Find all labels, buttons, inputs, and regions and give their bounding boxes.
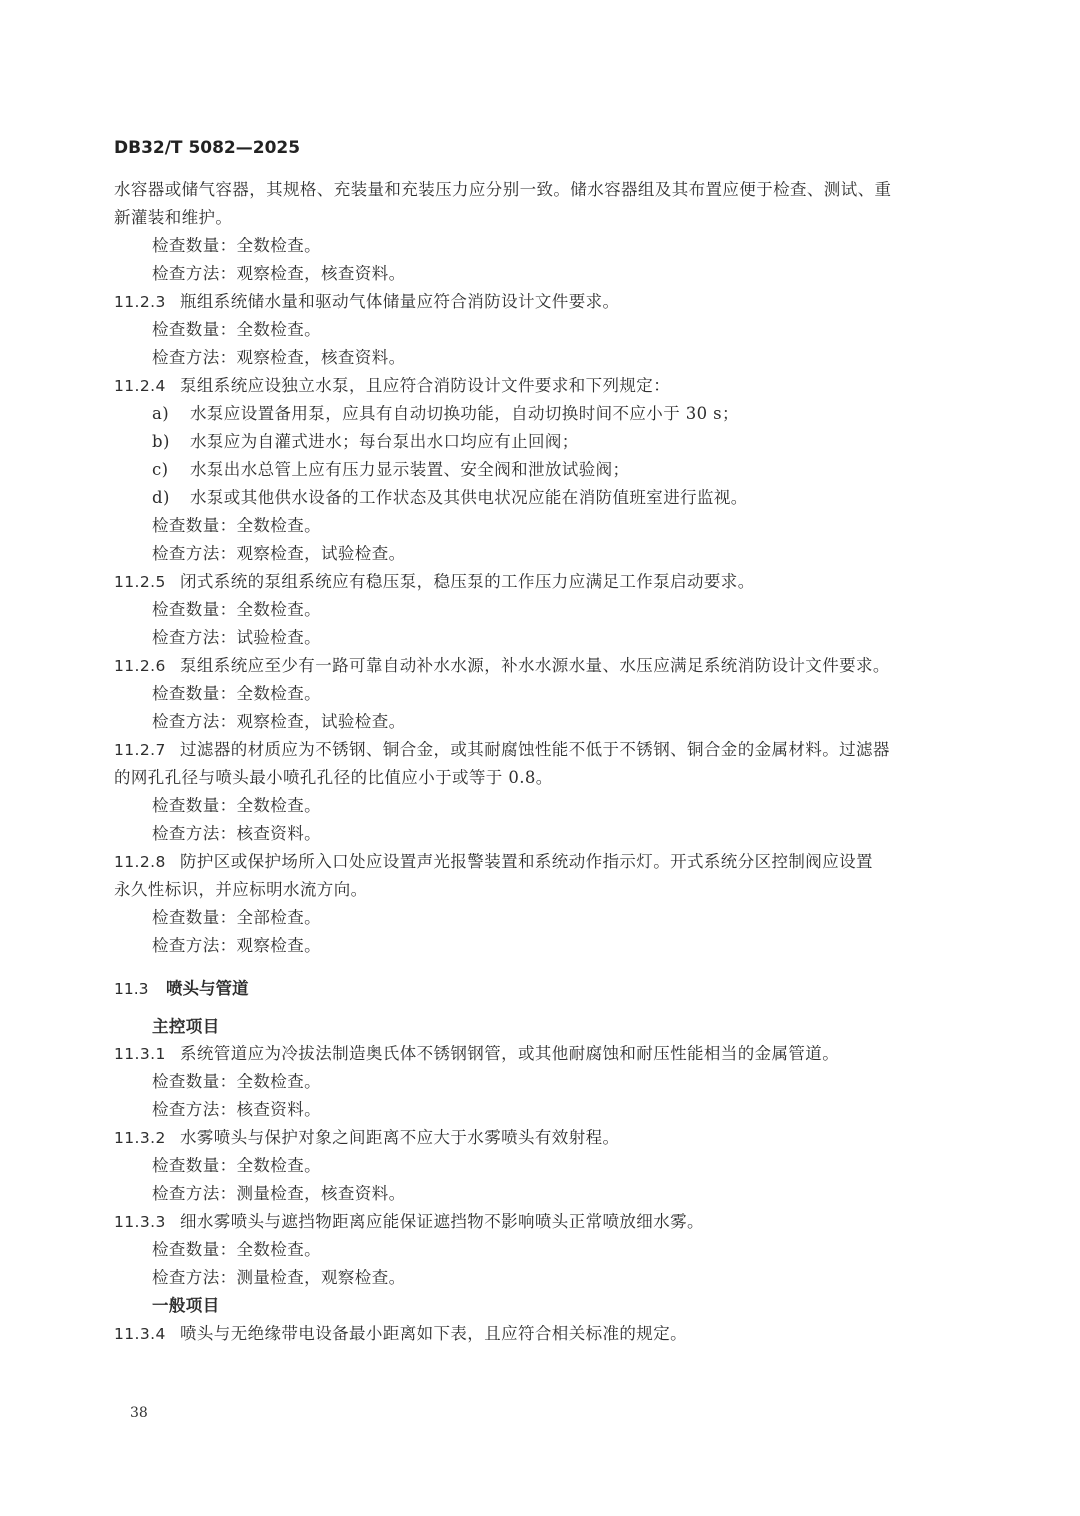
clause-text: 过滤器的材质应为不锈钢、铜合金，或其耐腐蚀性能不低于不锈钢、铜合金的金属材料。过滤器 bbox=[180, 740, 890, 759]
inspection-quantity: 检查数量：全数检查。 bbox=[152, 1156, 321, 1175]
clause-number: 11.2.5 bbox=[114, 573, 166, 591]
inspection-quantity: 检查数量：全数检查。 bbox=[152, 320, 321, 339]
general-items-heading: 一般项目 bbox=[152, 1296, 220, 1315]
standard-code-header: DB32/T 5082—2025 bbox=[114, 138, 301, 158]
clause-11-2-7 bbox=[114, 739, 890, 761]
list-marker: c) bbox=[152, 460, 169, 479]
clause-number: 11.2.8 bbox=[114, 853, 166, 871]
clause-11-3-4 bbox=[114, 1323, 687, 1345]
list-text: 水泵或其他供水设备的工作状态及其供电状况应能在消防值班室进行监视。 bbox=[190, 488, 748, 507]
section-heading-11-3 bbox=[114, 975, 249, 999]
clause-number: 11.2.7 bbox=[114, 741, 166, 759]
inspection-quantity: 检查数量：全数检查。 bbox=[152, 796, 321, 815]
clause-11-2-8 bbox=[114, 851, 873, 873]
paragraph-line: 永久性标识，并应标明水流方向。 bbox=[114, 880, 368, 899]
inspection-method: 检查方法：观察检查，核查资料。 bbox=[152, 264, 406, 283]
paragraph-line: 水容器或储气容器，其规格、充装量和充装压力应分别一致。储水容器组及其布置应便于检查、测试、重 bbox=[114, 180, 892, 199]
clause-number: 11.3.1 bbox=[114, 1045, 166, 1063]
inspection-quantity: 检查数量：全数检查。 bbox=[152, 516, 321, 535]
clause-number: 11.3.2 bbox=[114, 1129, 166, 1147]
clause-text: 喷头与无绝缘带电设备最小距离如下表，且应符合相关标准的规定。 bbox=[180, 1324, 687, 1343]
section-number: 11.3 bbox=[114, 980, 149, 998]
inspection-quantity: 检查数量：全部检查。 bbox=[152, 908, 321, 927]
inspection-quantity: 检查数量：全数检查。 bbox=[152, 1072, 321, 1091]
inspection-method: 检查方法：观察检查，核查资料。 bbox=[152, 348, 406, 367]
inspection-quantity: 检查数量：全数检查。 bbox=[152, 236, 321, 255]
main-items-heading: 主控项目 bbox=[152, 1017, 220, 1036]
clause-11-2-3 bbox=[114, 291, 619, 313]
paragraph-line: 的网孔孔径与喷头最小喷孔孔径的比值应小于或等于 0.8。 bbox=[114, 768, 553, 787]
inspection-quantity: 检查数量：全数检查。 bbox=[152, 684, 321, 703]
inspection-method: 检查方法：核查资料。 bbox=[152, 824, 321, 843]
clause-number: 11.2.4 bbox=[114, 377, 166, 395]
clause-11-3-2 bbox=[114, 1127, 619, 1149]
list-item-c bbox=[152, 459, 629, 481]
list-marker: a) bbox=[152, 404, 170, 423]
inspection-method: 检查方法：测量检查，观察检查。 bbox=[152, 1268, 406, 1287]
clause-text: 水雾喷头与保护对象之间距离不应大于水雾喷头有效射程。 bbox=[180, 1128, 620, 1147]
clause-number: 11.3.4 bbox=[114, 1325, 166, 1343]
inspection-method: 检查方法：观察检查，试验检查。 bbox=[152, 544, 406, 563]
clause-text: 闭式系统的泵组系统应有稳压泵，稳压泵的工作压力应满足工作泵启动要求。 bbox=[180, 572, 755, 591]
clause-text: 瓶组系统储水量和驱动气体储量应符合消防设计文件要求。 bbox=[180, 292, 620, 311]
clause-number: 11.2.6 bbox=[114, 657, 166, 675]
clause-11-3-3 bbox=[114, 1211, 704, 1233]
list-text: 水泵出水总管上应有压力显示装置、安全阀和泄放试验阀； bbox=[190, 460, 630, 479]
inspection-method: 检查方法：核查资料。 bbox=[152, 1100, 321, 1119]
clause-11-2-4 bbox=[114, 375, 670, 397]
section-title: 喷头与管道 bbox=[166, 979, 249, 998]
list-text: 水泵应设置备用泵，应具有自动切换功能，自动切换时间不应小于 30 s； bbox=[190, 404, 739, 423]
inspection-method: 检查方法：观察检查，试验检查。 bbox=[152, 712, 406, 731]
page-number: 38 bbox=[130, 1405, 148, 1421]
clause-11-2-5 bbox=[114, 571, 755, 593]
list-item-d bbox=[152, 487, 748, 509]
list-item-b bbox=[152, 431, 579, 453]
inspection-method: 检查方法：测量检查，核查资料。 bbox=[152, 1184, 406, 1203]
list-marker: b) bbox=[152, 432, 170, 451]
inspection-method: 检查方法：试验检查。 bbox=[152, 628, 321, 647]
clause-text: 防护区或保护场所入口处应设置声光报警装置和系统动作指示灯。开式系统分区控制阀应设置 bbox=[180, 852, 873, 871]
clause-11-3-1 bbox=[114, 1043, 839, 1065]
clause-number: 11.3.3 bbox=[114, 1213, 166, 1231]
list-marker: d) bbox=[152, 488, 170, 507]
paragraph-line: 新灌装和维护。 bbox=[114, 208, 233, 227]
inspection-quantity: 检查数量：全数检查。 bbox=[152, 600, 321, 619]
inspection-method: 检查方法：观察检查。 bbox=[152, 936, 321, 955]
clause-text: 细水雾喷头与遮挡物距离应能保证遮挡物不影响喷头正常喷放细水雾。 bbox=[180, 1212, 704, 1231]
clause-text: 泵组系统应至少有一路可靠自动补水水源，补水水源水量、水压应满足系统消防设计文件要求。 bbox=[180, 656, 890, 675]
clause-text: 系统管道应为冷拔法制造奥氏体不锈钢钢管，或其他耐腐蚀和耐压性能相当的金属管道。 bbox=[180, 1044, 840, 1063]
clause-text: 泵组系统应设独立水泵，且应符合消防设计文件要求和下列规定： bbox=[180, 376, 671, 395]
list-text: 水泵应为自灌式进水；每台泵出水口均应有止回阀； bbox=[190, 432, 579, 451]
list-item-a bbox=[152, 403, 739, 425]
inspection-quantity: 检查数量：全数检查。 bbox=[152, 1240, 321, 1259]
clause-11-2-6 bbox=[114, 655, 890, 677]
clause-number: 11.2.3 bbox=[114, 293, 166, 311]
